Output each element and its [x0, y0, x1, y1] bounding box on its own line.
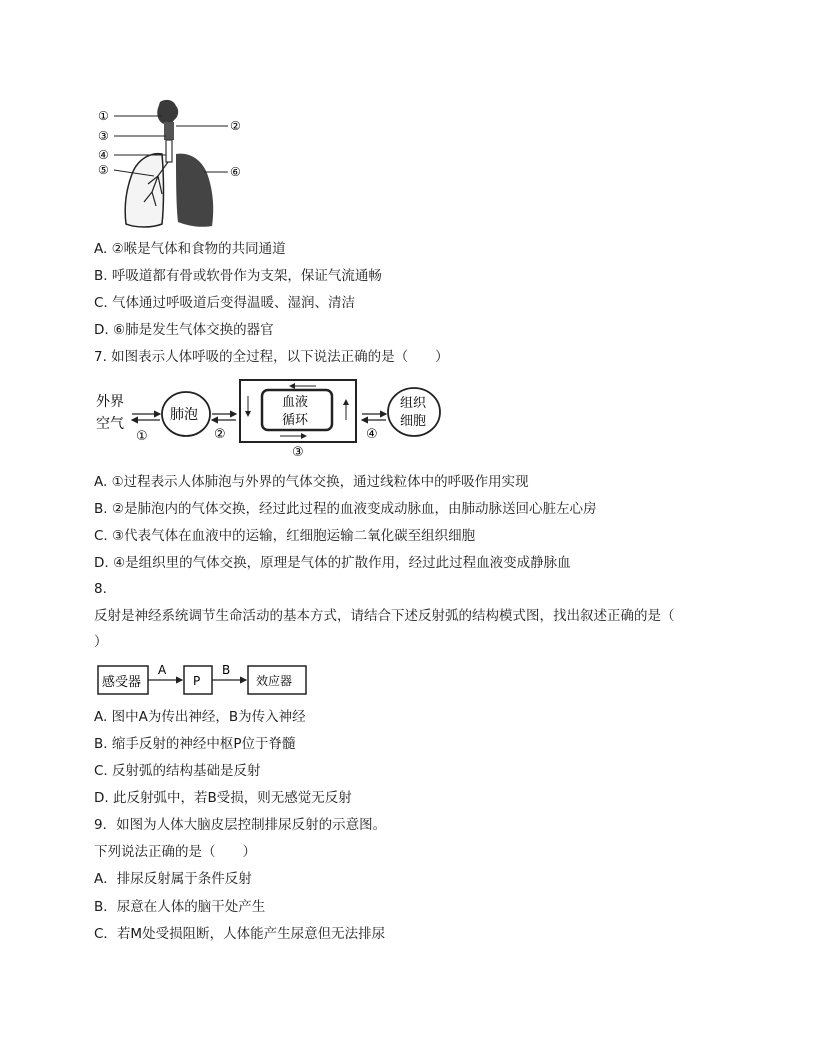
q7-option-b: B. ②是肺泡内的气体交换，经过此过程的血液变成动脉血，由肺动脉送回心脏左心房: [94, 501, 597, 517]
marker-3: ③: [98, 129, 109, 143]
path-a-label: A: [158, 663, 167, 677]
effector-label: 效应器: [256, 674, 293, 688]
q7-option-d: D. ④是组织里的气体交换，原理是气体的扩散作用，经过此过程血液变成静脉血: [94, 555, 571, 571]
alveoli-label: 肺泡: [170, 407, 198, 423]
process-2-label: ②: [214, 427, 226, 442]
marker-5: ⑤: [98, 163, 109, 177]
path-b-label: B: [222, 663, 231, 677]
marker-2: ②: [230, 119, 241, 133]
larynx-shape: [164, 122, 174, 140]
q7-option-c: C. ③代表气体在血液中的运输，红细胞运输二氧化碳至组织细胞: [94, 528, 476, 544]
q8-option-c: C. 反射弧的结构基础是反射: [94, 763, 261, 779]
nasal-cavity-shape: [157, 100, 178, 125]
marker-1: ①: [98, 109, 109, 123]
q9-option-a: A．排尿反射属于条件反射: [94, 871, 252, 887]
respiratory-system-figure: [96, 96, 246, 231]
q9-option-c: C．若M处受损阻断，人体能产生尿意但无法排尿: [94, 926, 386, 942]
q7-stem: 7. 如图表示人体呼吸的全过程，以下说法正确的是（ ）: [94, 349, 449, 365]
q6-option-c: C. 气体通过呼吸道后变得温暖、湿润、清洁: [94, 295, 356, 311]
receptor-label: 感受器: [102, 675, 142, 690]
process-4-label: ④: [366, 427, 378, 442]
center-p-label: P: [193, 674, 201, 688]
marker-6: ⑥: [230, 165, 241, 179]
blood-label: 血液: [282, 395, 309, 410]
q8-stem-line-1: 反射是神经系统调节生命活动的基本方式，请结合下述反射弧的结构模式图，找出叙述正确的是（: [94, 608, 675, 624]
q8-option-b: B. 缩手反射的神经中枢P位于脊髓: [94, 736, 296, 752]
process-1-label: ①: [136, 429, 148, 444]
respiration-process-figure: [94, 376, 444, 460]
q6-option-a: A. ②喉是气体和食物的共同通道: [94, 241, 286, 257]
left-lung-shape: [125, 154, 163, 227]
marker-4: ④: [98, 148, 109, 162]
outside-air-label-2: 空气: [96, 416, 124, 432]
outside-air-label-1: 外界: [96, 394, 124, 410]
q8-stem-line-2: ）: [94, 634, 108, 650]
tissue-label-1: 组织: [400, 396, 427, 411]
circulation-label: 循环: [282, 413, 309, 428]
q9-option-b: B．尿意在人体的脑干处产生: [94, 899, 266, 915]
trachea-shape: [166, 140, 172, 162]
q8-option-d: D. 此反射弧中，若B受损，则无感觉无反射: [94, 790, 352, 806]
q8-option-a: A. 图中A为传出神经，B为传入神经: [94, 709, 306, 725]
q7-option-a: A. ①过程表示人体肺泡与外界的气体交换，通过线粒体中的呼吸作用实现: [94, 474, 529, 490]
q6-option-b: B. 呼吸道都有骨或软骨作为支架，保证气流通畅: [94, 268, 382, 284]
q6-option-d: D. ⑥肺是发生气体交换的器官: [94, 322, 274, 338]
process-3-label: ③: [292, 445, 304, 460]
reflex-arc-figure: [96, 660, 312, 700]
q9-stem-line-2: 下列说法正确的是（ ）: [94, 844, 256, 860]
right-lung-shape: [176, 154, 213, 227]
q8-number: 8.: [94, 581, 107, 597]
tissue-label-2: 细胞: [400, 414, 427, 429]
q9-stem-line-1: 9．如图为人体大脑皮层控制排尿反射的示意图。: [94, 817, 387, 833]
